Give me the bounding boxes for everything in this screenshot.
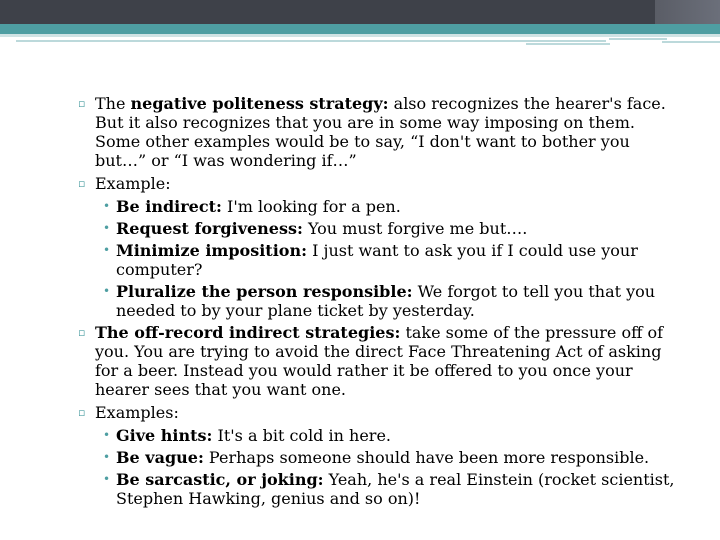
item-bold-term: Be indirect: bbox=[116, 197, 222, 216]
sub-bullet-item bbox=[72, 282, 682, 320]
item-bold-term: negative politeness strategy: bbox=[130, 94, 389, 113]
sub-bullet-item bbox=[72, 197, 682, 216]
item-text: Yeah, he's a real Einstein (rocket scientist, Stephen Hawking, genius and so on)! bbox=[116, 470, 675, 508]
bullet-item bbox=[72, 94, 682, 170]
sub-bullet-item bbox=[72, 241, 682, 279]
square-bullet-icon: ▫ bbox=[78, 326, 86, 339]
item-bold-term: The off-record indirect strategies: bbox=[95, 323, 401, 342]
dot-bullet-icon: • bbox=[103, 199, 111, 213]
item-bold-term: Minimize imposition: bbox=[116, 241, 307, 260]
square-bullet-icon: ▫ bbox=[78, 406, 86, 419]
sub-bullet-item bbox=[72, 219, 682, 238]
item-bold-term: Be sarcastic, or joking: bbox=[116, 470, 324, 489]
sub-bullet-item bbox=[72, 426, 682, 445]
dot-bullet-icon: • bbox=[103, 284, 111, 298]
item-text: take some of the pressure off of you. You are trying to avoid the direct Face Threatening Act of asking for a beer. Instead you would rather it be offered to you once your hearer sees that you want one. bbox=[95, 323, 664, 399]
header-bar-accent bbox=[655, 0, 720, 24]
item-prefix: The bbox=[95, 94, 131, 113]
dot-bullet-icon: • bbox=[103, 428, 111, 442]
dot-bullet-icon: • bbox=[103, 472, 111, 486]
decorative-line bbox=[16, 40, 606, 42]
item-text: You must forgive me but…. bbox=[302, 219, 528, 238]
item-text: I'm looking for a pen. bbox=[221, 197, 401, 216]
dot-bullet-icon: • bbox=[103, 221, 111, 235]
decorative-line bbox=[526, 43, 610, 45]
item-text: It's a bit cold in here. bbox=[212, 426, 391, 445]
item-text: We forgot to tell you that you needed to by your plane ticket by yesterday. bbox=[116, 282, 656, 320]
square-bullet-icon: ▫ bbox=[78, 177, 86, 190]
item-bold-term: Request forgiveness: bbox=[116, 219, 303, 238]
bullet-item bbox=[72, 323, 682, 399]
dot-bullet-icon: • bbox=[103, 243, 111, 257]
sub-bullet-item bbox=[72, 448, 682, 467]
item-text: Examples: bbox=[95, 403, 179, 422]
header-teal-light-band bbox=[0, 34, 720, 37]
item-text: I just want to ask you if I could use your computer? bbox=[116, 241, 638, 279]
item-bold-term: Give hints: bbox=[116, 426, 213, 445]
sub-bullet-item bbox=[72, 470, 682, 508]
dot-bullet-icon: • bbox=[103, 450, 111, 464]
item-text: Perhaps someone should have been more responsible. bbox=[203, 448, 650, 467]
square-bullet-icon: ▫ bbox=[78, 97, 86, 110]
header-teal-band bbox=[0, 24, 720, 34]
item-bold-term: Be vague: bbox=[116, 448, 204, 467]
item-text: Example: bbox=[95, 174, 171, 193]
item-bold-term: Pluralize the person responsible: bbox=[116, 282, 413, 301]
decorative-line bbox=[609, 38, 667, 40]
bullet-item bbox=[72, 174, 682, 193]
bullet-item bbox=[72, 403, 682, 422]
header-bar bbox=[0, 0, 720, 24]
slide-body bbox=[72, 94, 682, 511]
decorative-line bbox=[662, 41, 720, 43]
item-text: also recognizes the hearer's face. But it also recognizes that you are in some way imposing on them. Some other examples would be to say, “I don't want to bother you but…” or “I was wondering if…” bbox=[95, 94, 666, 170]
